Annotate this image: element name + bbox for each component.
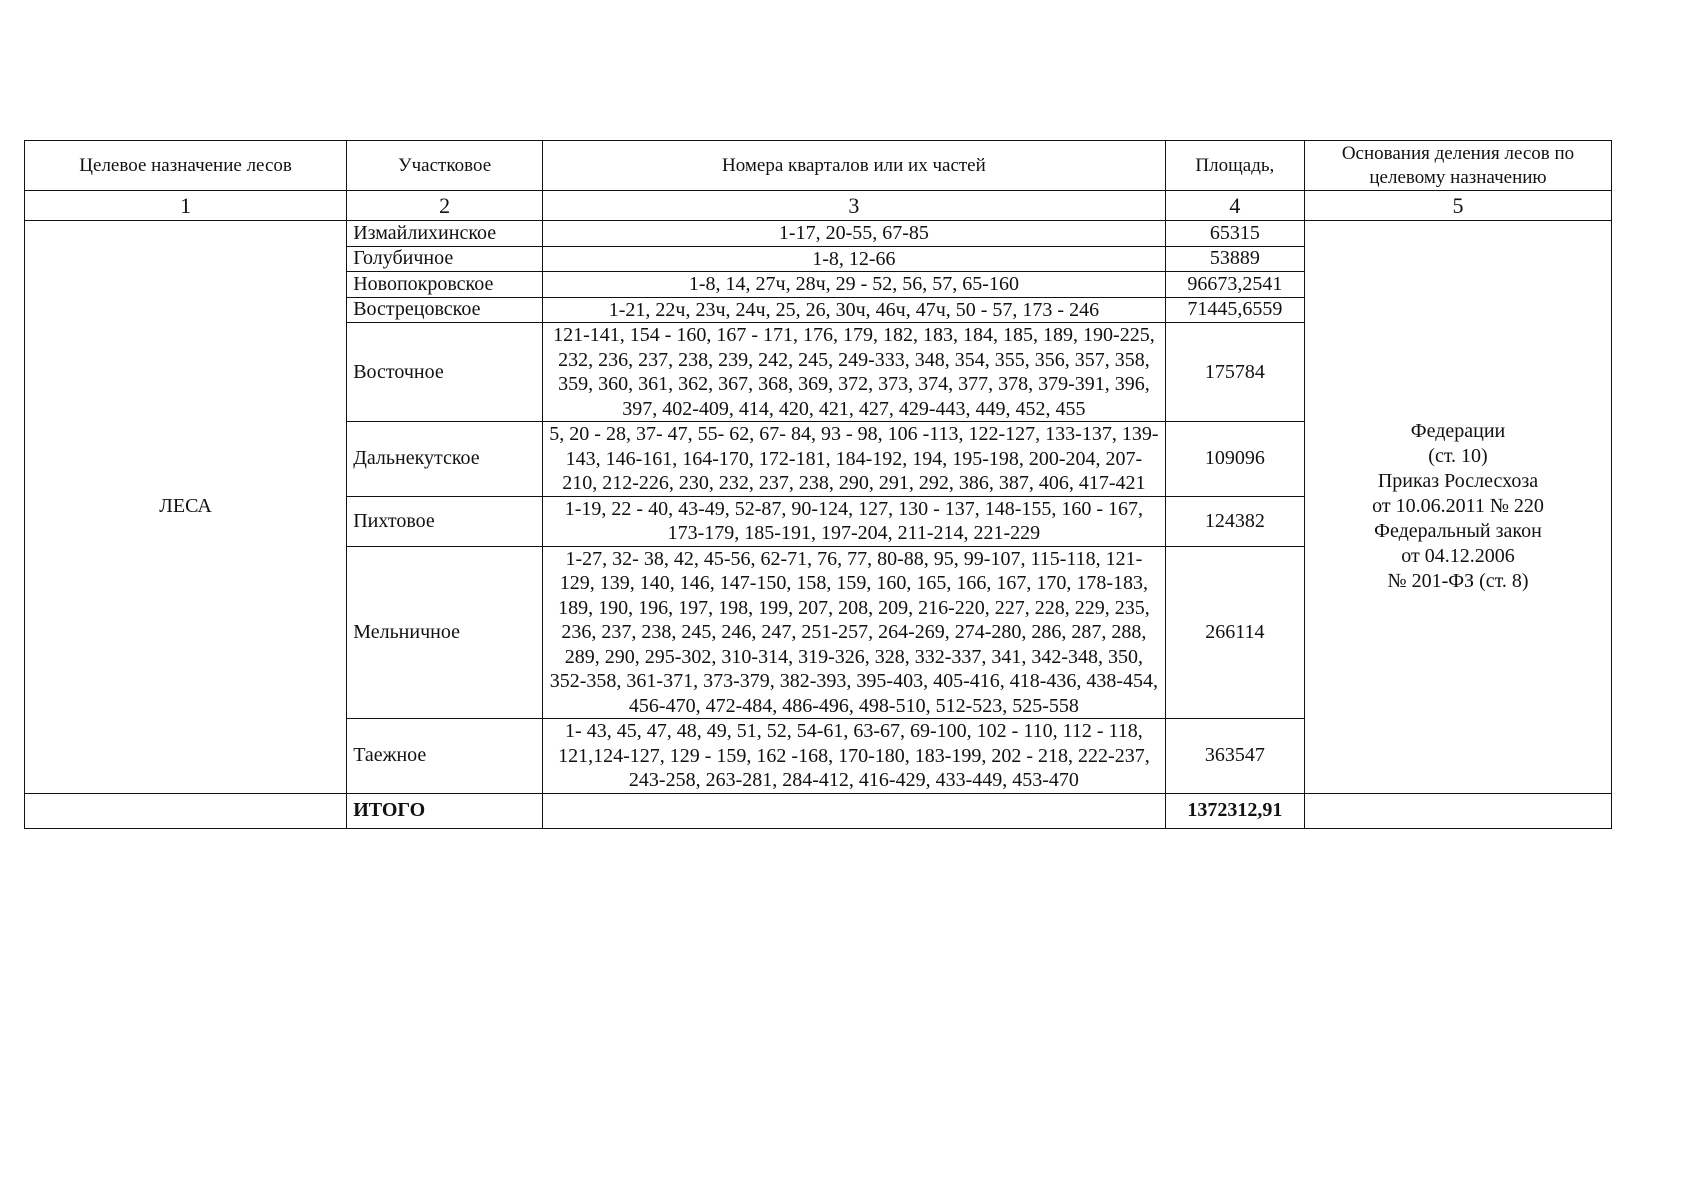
area-value: 175784 <box>1165 323 1304 422</box>
header-quarters: Номера кварталов или их частей <box>543 141 1166 191</box>
empty-cell <box>543 793 1166 828</box>
quarter-numbers: 1-21, 22ч, 23ч, 24ч, 25, 26, 30ч, 46ч, 47ч, 50 - 57, 173 - 246 <box>543 297 1166 323</box>
district-name: Таежное <box>347 719 543 794</box>
district-name: Новопокровское <box>347 272 543 298</box>
basis-line: от 04.12.2006 <box>1401 545 1515 568</box>
quarter-numbers: 5, 20 - 28, 37- 47, 55- 62, 67- 84, 93 - 98, 106 -113, 122-127, 133-137, 139-143, 146-161, 164-170, 172-181, 184-192, 194, 195-198, 200-204, 207- 210, 212-226, 230, 232, 237, 238, 290, 291, 292, 386, 387, 406, 417-421 <box>543 422 1166 497</box>
area-value: 53889 <box>1165 246 1304 272</box>
quarter-numbers: 121-141, 154 - 160, 167 - 171, 176, 179, 182, 183, 184, 185, 189, 190-225, 232, 236, 237, 238, 239, 242, 245, 249-333, 348, 354, 355, 356, 357, 358, 359, 360, 361, 362, 367, 368, 369, 372, 373, 374, 377, 378, 379-391, 396, 397, 402-409, 414, 420, 421, 427, 429-443, 449, 452, 455 <box>543 323 1166 422</box>
header-purpose: Целевое назначение лесов <box>25 141 347 191</box>
area-value: 65315 <box>1165 221 1304 247</box>
district-name: Мельничное <box>347 546 543 719</box>
area-value: 266114 <box>1165 546 1304 719</box>
header-district: Участковое <box>347 141 543 191</box>
empty-cell <box>25 793 347 828</box>
column-number: 2 <box>347 191 543 221</box>
quarter-numbers: 1-8, 12-66 <box>543 246 1166 272</box>
total-label: ИТОГО <box>347 793 543 828</box>
district-name: Пихтовое <box>347 496 543 546</box>
header-area: Площадь, <box>1165 141 1304 191</box>
basis-line: № 201-ФЗ (ст. 8) <box>1387 570 1529 593</box>
column-number: 4 <box>1165 191 1304 221</box>
forest-purpose-table <box>24 140 1612 829</box>
total-area: 1372312,91 <box>1165 793 1304 828</box>
quarter-numbers: 1-8, 14, 27ч, 28ч, 29 - 52, 56, 57, 65-160 <box>543 272 1166 298</box>
district-name: Голубичное <box>347 246 543 272</box>
total-row <box>25 793 1612 828</box>
column-number: 3 <box>543 191 1166 221</box>
district-name: Вострецовское <box>347 297 543 323</box>
basis-line: Приказ Рослесхоза <box>1377 470 1539 493</box>
quarter-numbers: 1- 43, 45, 47, 48, 49, 51, 52, 54-61, 63-67, 69-100, 102 - 110, 112 - 118, 121,124-127, 129 - 159, 162 -168, 170-180, 183-199, 202 - 218, 222-237, 243-258, 263-281, 284-412, 416-429, 433-449, 453-470 <box>543 719 1166 794</box>
basis-cell <box>1305 221 1612 794</box>
area-value: 363547 <box>1165 719 1304 794</box>
column-number: 5 <box>1305 191 1612 221</box>
district-name: Дальнекутское <box>347 422 543 497</box>
basis-line: Федерации <box>1410 420 1506 443</box>
basis-line: от 10.06.2011 № 220 <box>1372 495 1544 518</box>
area-value: 71445,6559 <box>1165 297 1304 323</box>
column-number: 1 <box>25 191 347 221</box>
area-value: 109096 <box>1165 422 1304 497</box>
empty-cell <box>1305 793 1612 828</box>
area-value: 96673,2541 <box>1165 272 1304 298</box>
table-row <box>25 221 1612 247</box>
basis-line: (ст. 10) <box>1428 445 1488 468</box>
area-value: 124382 <box>1165 496 1304 546</box>
basis-line: Федеральный закон <box>1374 520 1542 543</box>
header-basis: Основания деления лесов по целевому назначению <box>1305 141 1612 191</box>
table-header-row <box>25 141 1612 191</box>
column-number-row <box>25 191 1612 221</box>
purpose-cell: ЛЕСА <box>25 221 347 794</box>
quarter-numbers: 1-27, 32- 38, 42, 45-56, 62-71, 76, 77, 80-88, 95, 99-107, 115-118, 121-129, 139, 140, 146, 147-150, 158, 159, 160, 165, 166, 167, 170, 178-183, 189, 190, 196, 197, 198, 199, 207, 208, 209, 216-220, 227, 228, 229, 235, 236, 237, 238, 245, 246, 247, 251-257, 264-269, 274-280, 286, 287, 288, 289, 290, 295-302, 310-314, 319-326, 328, 332-337, 341, 342-348, 350, 352-358, 361-371, 373-379, 382-393, 395-403, 405-416, 418-436, 438-454, 456-470, 472-484, 486-496, 498-510, 512-523, 525-558 <box>543 546 1166 719</box>
quarter-numbers: 1-17, 20-55, 67-85 <box>543 221 1166 247</box>
district-name: Измайлихинское <box>347 221 543 247</box>
quarter-numbers: 1-19, 22 - 40, 43-49, 52-87, 90-124, 127, 130 - 137, 148-155, 160 - 167, 173-179, 185-191, 197-204, 211-214, 221-229 <box>543 496 1166 546</box>
district-name: Восточное <box>347 323 543 422</box>
